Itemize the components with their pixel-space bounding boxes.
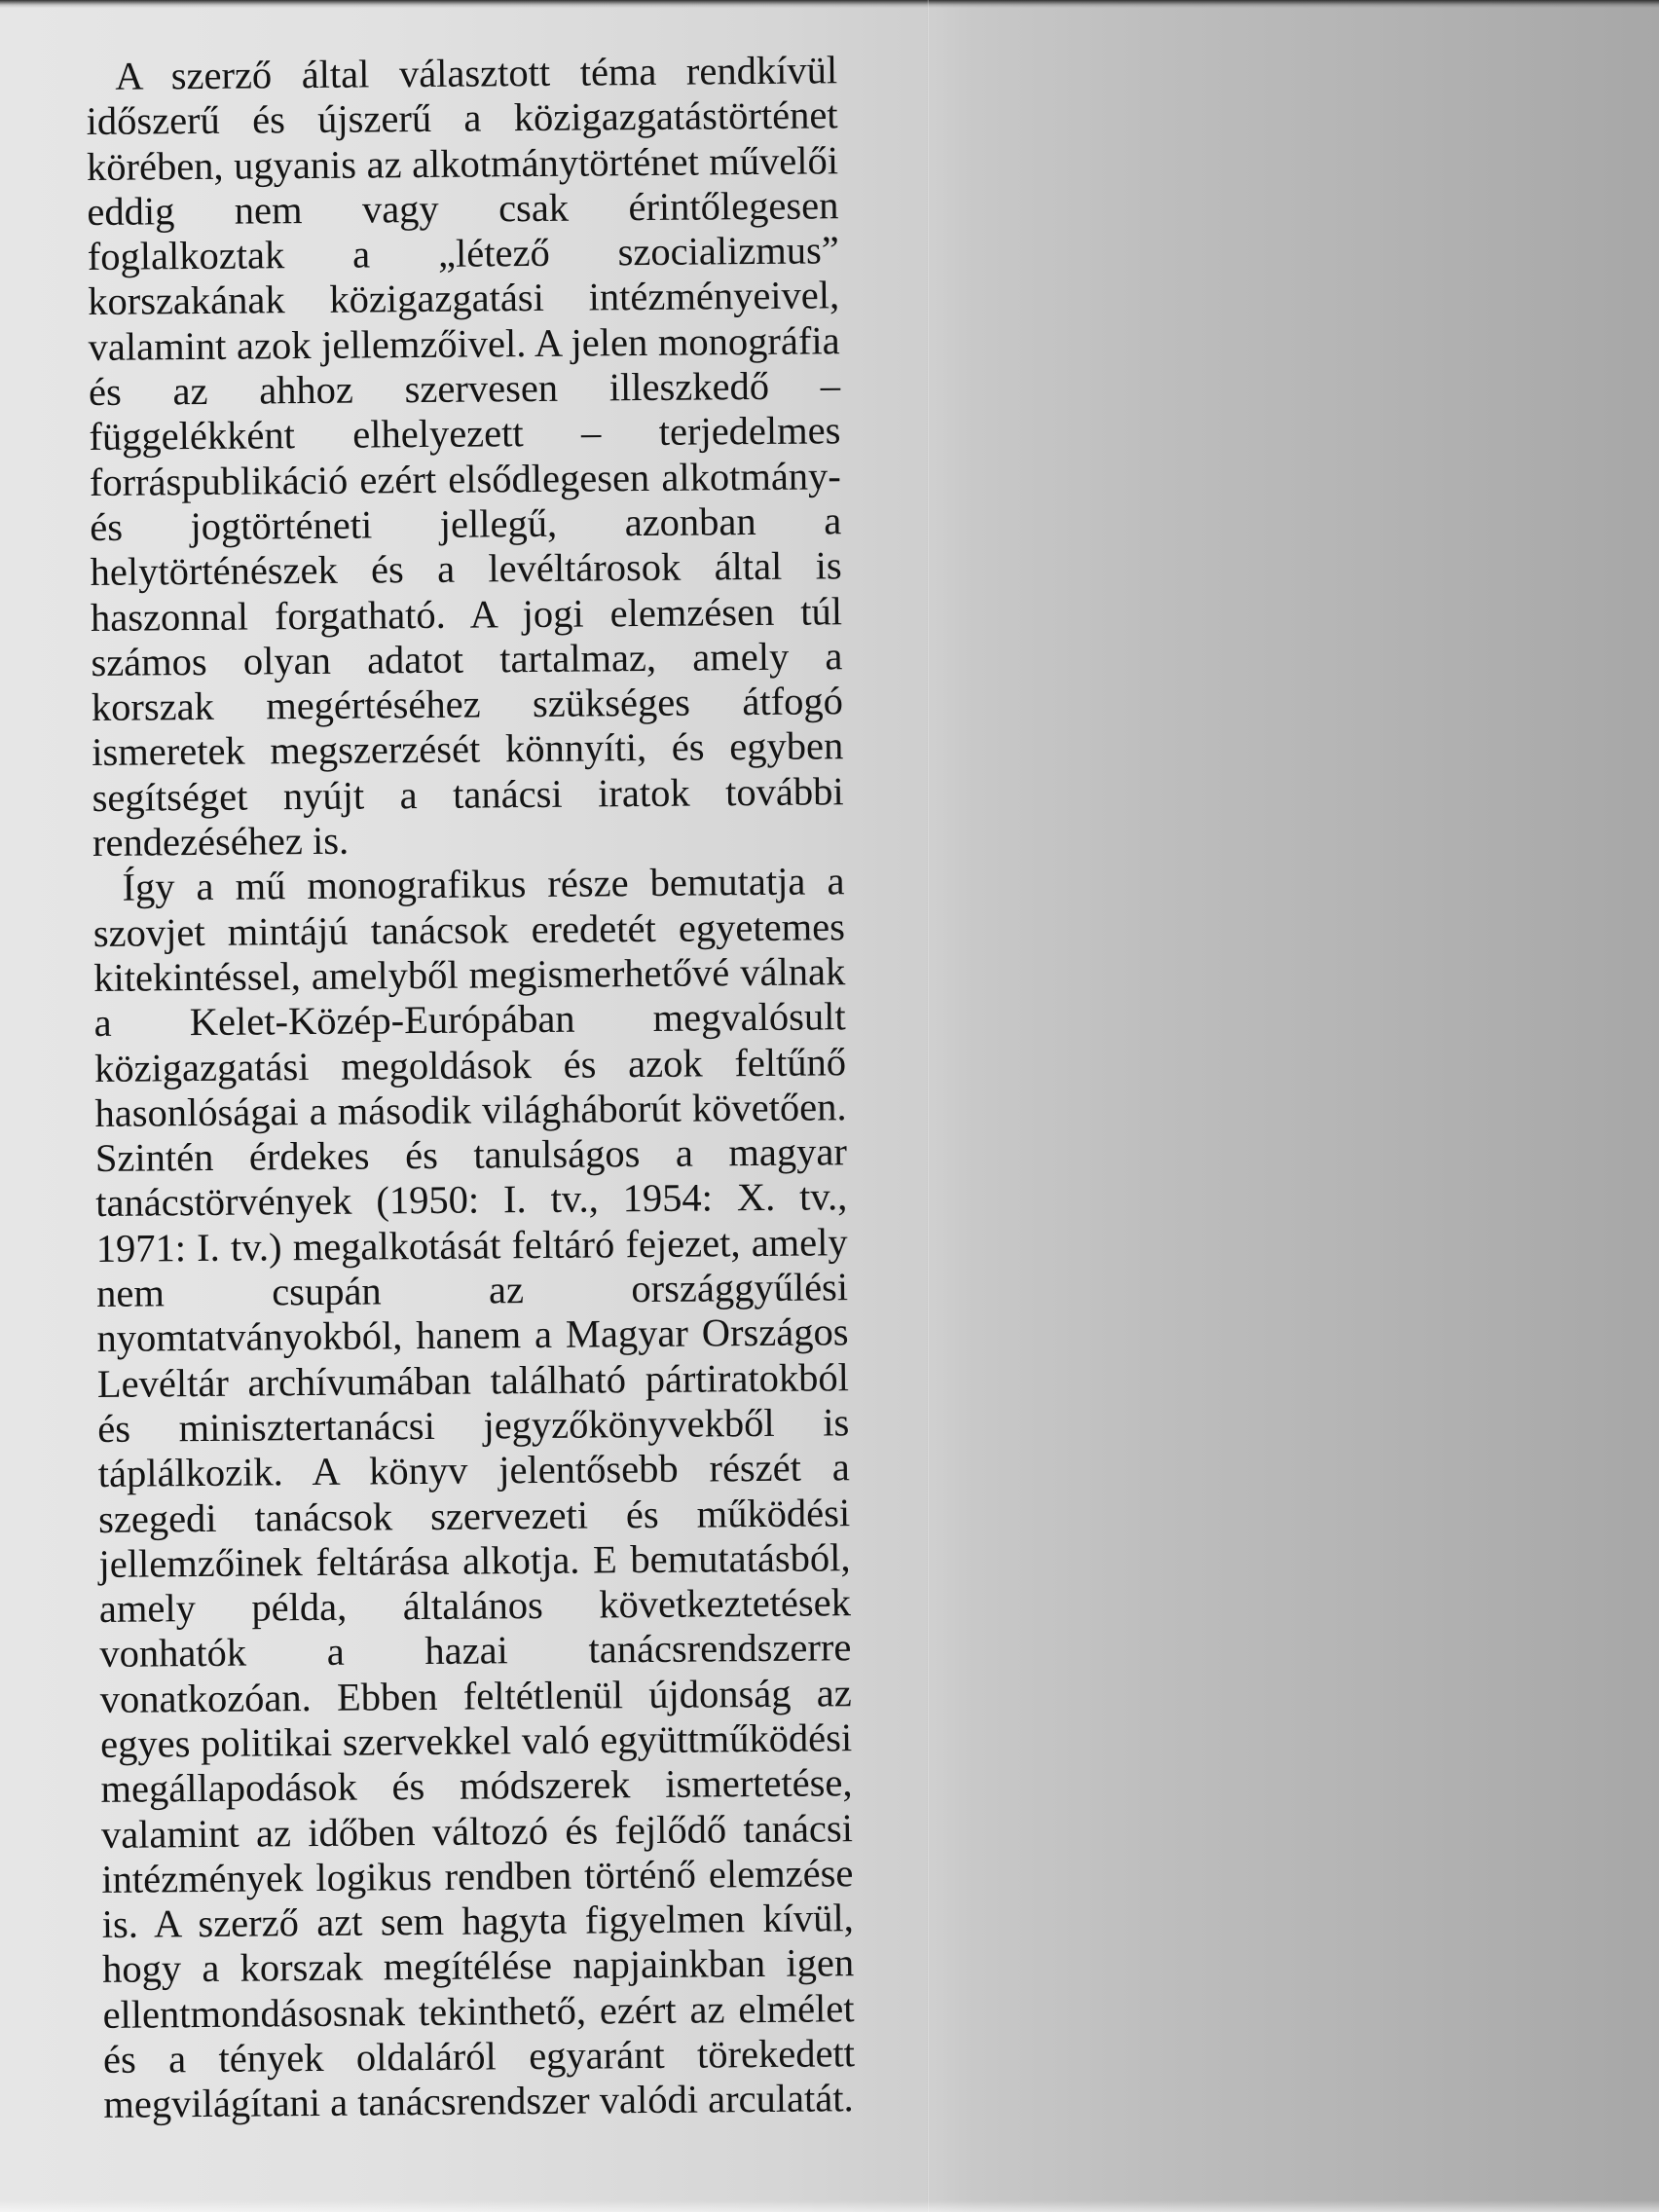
- text-column: [86, 48, 856, 2127]
- page-edge: [927, 0, 929, 2212]
- bottom-strip: [0, 2200, 1659, 2212]
- top-shadow: [0, 0, 1659, 8]
- paragraph-1: A szerző által választott téma rendkívül időszerű és újszerű a közigazgatástörténet körében, ugyanis az alkotmánytörténet művelői eddig nem vagy csak érintőlegesen foglalkoztak a „létező szocializmus” korszakának közigazgatási intézményeivel, valamint azok jellemzőivel. A jelen monográfia és az ahhoz szervesen illeszkedő – függelékként elhelyezett – terjedelmes forráspublikáció ezért elsődlegesen alkotmány- és jogtörténeti jellegű, azonban a helytörténészek és a levéltárosok által is haszonnal forgatható. A jogi elemzésen túl számos olyan adatot tartalmaz, amely a korszak megértéséhez szükséges átfogó ismeretek megszerzését könnyíti, és egyben segítséget nyújt a tanácsi iratok további rendezéséhez is.: [86, 48, 844, 866]
- paragraph-2: Így a mű monografikus része bemutatja a szovjet mintájú tanácsok eredetét egyetemes kitekintéssel, amelyből megismerhetővé válnak a Kelet-Közép-Európában megvalósult közigazgatási megoldások és azok feltűnő hasonlóságai a második világháborút követően. Szintén érdekes és tanulságos a magyar tanácstörvények (1950: I. tv., 1954: X. tv., 1971: I. tv.) megalkotását feltáró fejezet, amely nem csupán az országgyűlési nyomtatványokból, hanem a Magyar Országos Levéltár archívumában található pártiratokból és minisztertanácsi jegyzőkönyvekből is táplálkozik. A könyv jelentősebb részét a szegedi tanácsok szervezeti és működési jellemzőinek feltárása alkotja. E bemutatásból, amely példa, általános következtetések vonhatók a hazai tanácsrendszerre vonatkozóan. Ebben feltétlenül újdonság az egyes politikai szervekkel való együttműködési megállapodások és módszerek ismertetése, valamint az időben változó és fejlődő tanácsi intézmények logikus rendben történő elemzése is. A szerző azt sem hagyta figyelmen kívül, hogy a korszak megítélése napjainkban igen ellentmondásosnak tekinthető, ezért az elmélet és a tények oldaláról egyaránt törekedett megvilágítani a tanácsrendszer valódi arculatát.: [92, 859, 856, 2127]
